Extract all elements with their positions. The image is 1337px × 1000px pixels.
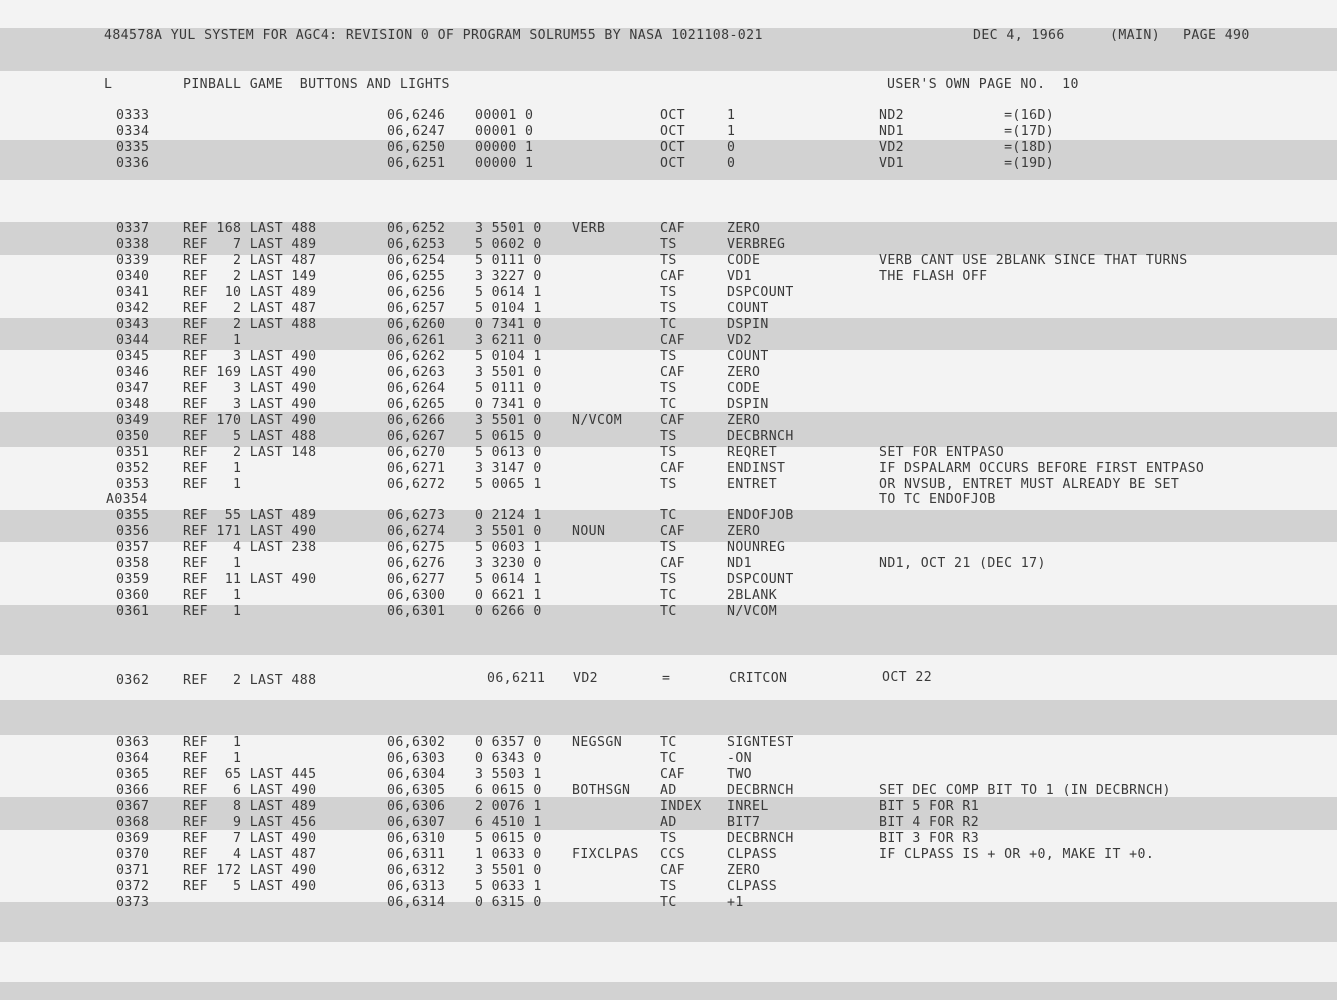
line-operand: CODE xyxy=(727,252,761,268)
line-address: 06,6276 xyxy=(387,556,446,572)
line-operand: 1 xyxy=(727,108,736,123)
line-operand: VD2 xyxy=(727,332,753,348)
line-opcode: CAF xyxy=(660,767,686,782)
line-operand: TWO xyxy=(727,767,753,782)
line-code: 0 6266 0 xyxy=(475,604,542,620)
line-opcode: TS xyxy=(660,428,677,444)
line-operand: ENDOFJOB xyxy=(727,508,794,524)
line-code: 3 5503 1 xyxy=(475,767,542,782)
line-code: 00001 0 xyxy=(475,108,534,123)
line-seq: 0369 xyxy=(116,831,150,846)
line-code: 0 7341 0 xyxy=(475,396,542,412)
line-code: 2 0076 1 xyxy=(475,799,542,814)
line-operand: REQRET xyxy=(727,444,778,460)
line-seq: 0345 xyxy=(116,348,150,364)
line-address: 06,6246 xyxy=(387,108,446,123)
line-label: BOTHSGN xyxy=(572,783,631,798)
line-ref: REF 7 LAST 489 xyxy=(183,236,317,252)
line-operand: VD1 xyxy=(727,268,753,284)
line-opcode: CAF xyxy=(660,268,686,284)
line-code: 3 5501 0 xyxy=(475,364,542,380)
line-address: 06,6255 xyxy=(387,268,446,284)
line-seq: A0354 xyxy=(106,492,148,508)
line-code: 00000 1 xyxy=(475,140,534,155)
line-ref: REF 10 LAST 489 xyxy=(183,284,317,300)
line-seq: 0342 xyxy=(116,300,150,316)
line-ref: REF 170 LAST 490 xyxy=(183,412,317,428)
line-opcode: TS xyxy=(660,348,677,364)
line-seq: 0362 xyxy=(116,673,150,688)
paper-band xyxy=(0,700,1337,735)
line-address: 06,6253 xyxy=(387,236,446,252)
line-address: 06,6273 xyxy=(387,508,446,524)
line-opcode: OCT xyxy=(660,140,686,155)
listing-date: DEC 4, 1966 xyxy=(973,28,1065,43)
line-opcode: TS xyxy=(660,879,677,894)
line-label: NOUN xyxy=(572,524,606,540)
line-address: 06,6307 xyxy=(387,815,446,830)
line-opcode: CAF xyxy=(660,863,686,878)
line-comment: SET FOR ENTPASO xyxy=(879,444,1005,460)
line-address: 06,6301 xyxy=(387,604,446,620)
line-address: 06,6261 xyxy=(387,332,446,348)
line-opcode: TS xyxy=(660,284,677,300)
line-ref: REF 3 LAST 490 xyxy=(183,396,317,412)
line-operand: SIGNTEST xyxy=(727,735,794,750)
line-ref: REF 168 LAST 488 xyxy=(183,221,317,236)
subheader-user-page: USER'S OWN PAGE NO. 10 xyxy=(887,77,1079,92)
line-address: 06,6313 xyxy=(387,879,446,894)
line-opcode: TS xyxy=(660,380,677,396)
line-opcode: OCT xyxy=(660,124,686,139)
line-seq: 0353 xyxy=(116,476,150,492)
line-code: 0 6621 1 xyxy=(475,588,542,604)
line-operand: VERBREG xyxy=(727,236,786,252)
line-seq: 0355 xyxy=(116,508,150,524)
line-seq: 0337 xyxy=(116,221,150,236)
line-opcode: AD xyxy=(660,815,677,830)
line-seq: 0370 xyxy=(116,847,150,862)
line-seq: 0347 xyxy=(116,380,150,396)
line-operand: CRITCON xyxy=(729,671,788,686)
line-code: 5 0104 1 xyxy=(475,300,542,316)
line-comment: VERB CANT USE 2BLANK SINCE THAT TURNS xyxy=(879,252,1188,268)
line-opcode: CAF xyxy=(660,524,686,540)
line-operand: ZERO xyxy=(727,863,761,878)
line-code: 1 0633 0 xyxy=(475,847,542,862)
line-operand: +1 xyxy=(727,895,744,910)
line-seq: 0363 xyxy=(116,735,150,750)
line-opcode: TC xyxy=(660,751,677,766)
line-operand: BIT7 xyxy=(727,815,761,830)
line-operand: NOUNREG xyxy=(727,540,786,556)
line-address: 06,6264 xyxy=(387,380,446,396)
line-ref: REF 1 xyxy=(183,588,242,604)
line-code: 3 5501 0 xyxy=(475,863,542,878)
line-seq: 0372 xyxy=(116,879,150,894)
line-address: 06,6271 xyxy=(387,460,446,476)
line-ref: REF 2 LAST 487 xyxy=(183,252,317,268)
line-code: 3 3230 0 xyxy=(475,556,542,572)
line-opcode: INDEX xyxy=(660,799,702,814)
line-seq: 0371 xyxy=(116,863,150,878)
line-opcode: CAF xyxy=(660,364,686,380)
line-ref: REF 2 LAST 488 xyxy=(183,316,317,332)
line-seq: 0341 xyxy=(116,284,150,300)
line-address: 06,6257 xyxy=(387,300,446,316)
line-ref: REF 11 LAST 490 xyxy=(183,572,317,588)
line-label: VD2 xyxy=(573,671,599,686)
line-code: 5 0104 1 xyxy=(475,348,542,364)
line-address: 06,6304 xyxy=(387,767,446,782)
line-code: 6 0615 0 xyxy=(475,783,542,798)
subheader-title: PINBALL GAME BUTTONS AND LIGHTS xyxy=(183,77,450,92)
line-opcode: OCT xyxy=(660,156,686,171)
line-ref: REF 172 LAST 490 xyxy=(183,863,317,878)
line-comment: BIT 4 FOR R2 xyxy=(879,815,980,830)
line-opcode: TS xyxy=(660,540,677,556)
line-operand: DECBRNCH xyxy=(727,783,794,798)
line-operand: DSPCOUNT xyxy=(727,284,794,300)
line-opcode: TS xyxy=(660,572,677,588)
line-opcode: AD xyxy=(660,783,677,798)
line-opcode: TS xyxy=(660,300,677,316)
line-ref: REF 2 LAST 148 xyxy=(183,444,317,460)
line-address: 06,6247 xyxy=(387,124,446,139)
line-opcode: TS xyxy=(660,252,677,268)
line-comment: IF CLPASS IS + OR +0, MAKE IT +0. xyxy=(879,847,1155,862)
line-operand: COUNT xyxy=(727,300,769,316)
line-address: 06,6267 xyxy=(387,428,446,444)
line-operand: CODE xyxy=(727,380,761,396)
line-ref: REF 1 xyxy=(183,332,242,348)
line-ref: REF 4 LAST 487 xyxy=(183,847,317,862)
line-code: 5 0615 0 xyxy=(475,831,542,846)
line-code: 3 5501 0 xyxy=(475,221,542,236)
line-address: 06,6314 xyxy=(387,895,446,910)
line-address: 06,6262 xyxy=(387,348,446,364)
line-seq: 0357 xyxy=(116,540,150,556)
line-ref: REF 1 xyxy=(183,460,242,476)
subheader-marker: L xyxy=(104,77,113,92)
line-operand: ND1 xyxy=(727,556,753,572)
line-code: 5 0065 1 xyxy=(475,476,542,492)
line-opcode: TS xyxy=(660,831,677,846)
line-seq: 0349 xyxy=(116,412,150,428)
line-opcode: TS xyxy=(660,476,677,492)
line-address: 06,6270 xyxy=(387,444,446,460)
line-operand: 0 xyxy=(727,156,736,171)
line-address: 06,6303 xyxy=(387,751,446,766)
line-opcode: TC xyxy=(660,895,677,910)
line-comment: OR NVSUB, ENTRET MUST ALREADY BE SET xyxy=(879,476,1180,492)
line-address: 06,6260 xyxy=(387,316,446,332)
line-label: FIXCLPAS xyxy=(572,847,639,862)
line-seq: 0348 xyxy=(116,396,150,412)
line-code: 3 6211 0 xyxy=(475,332,542,348)
line-seq: 0333 xyxy=(116,108,150,123)
line-operand: DSPIN xyxy=(727,316,769,332)
line-opcode: CAF xyxy=(660,221,686,236)
line-opcode: = xyxy=(662,671,671,686)
line-seq: 0364 xyxy=(116,751,150,766)
line-comment: VD2 =(18D) xyxy=(879,140,1055,155)
line-operand: ZERO xyxy=(727,221,761,236)
line-operand: DECBRNCH xyxy=(727,428,794,444)
line-code: 5 0614 1 xyxy=(475,572,542,588)
line-code: 00001 0 xyxy=(475,124,534,139)
line-seq: 0365 xyxy=(116,767,150,782)
line-ref: REF 5 LAST 490 xyxy=(183,879,317,894)
line-opcode: CAF xyxy=(660,460,686,476)
line-address: 06,6274 xyxy=(387,524,446,540)
line-operand: COUNT xyxy=(727,348,769,364)
line-code: 0 6357 0 xyxy=(475,735,542,750)
line-code: 5 0615 0 xyxy=(475,428,542,444)
line-code: 0 2124 1 xyxy=(475,508,542,524)
line-comment: VD1 =(19D) xyxy=(879,156,1055,171)
line-comment: BIT 5 FOR R1 xyxy=(879,799,980,814)
line-address: 06,6254 xyxy=(387,252,446,268)
line-operand: ZERO xyxy=(727,364,761,380)
line-address: 06,6277 xyxy=(387,572,446,588)
line-code: 5 0633 1 xyxy=(475,879,542,894)
line-seq: 0367 xyxy=(116,799,150,814)
line-comment: IF DSPALARM OCCURS BEFORE FIRST ENTPASO xyxy=(879,460,1205,476)
line-ref: REF 3 LAST 490 xyxy=(183,348,317,364)
line-comment: ND1, OCT 21 (DEC 17) xyxy=(879,556,1046,572)
line-seq: 0338 xyxy=(116,236,150,252)
line-address: 06,6306 xyxy=(387,799,446,814)
line-code: 0 6315 0 xyxy=(475,895,542,910)
line-seq: 0359 xyxy=(116,572,150,588)
line-opcode: OCT xyxy=(660,108,686,123)
line-operand: ZERO xyxy=(727,524,761,540)
line-ref: REF 1 xyxy=(183,476,242,492)
line-operand: ZERO xyxy=(727,412,761,428)
line-address: 06,6275 xyxy=(387,540,446,556)
listing-section: (MAIN) xyxy=(1110,28,1161,43)
line-seq: 0360 xyxy=(116,588,150,604)
line-operand: CLPASS xyxy=(727,879,778,894)
line-code: 3 3147 0 xyxy=(475,460,542,476)
line-code: 5 0111 0 xyxy=(475,252,542,268)
line-comment: THE FLASH OFF xyxy=(879,268,988,284)
listing-page-number: PAGE 490 xyxy=(1183,28,1250,43)
line-operand: 2BLANK xyxy=(727,588,778,604)
line-code: 00000 1 xyxy=(475,156,534,171)
line-ref: REF 3 LAST 490 xyxy=(183,380,317,396)
line-seq: 0339 xyxy=(116,252,150,268)
line-code: 5 0614 1 xyxy=(475,284,542,300)
line-seq: 0351 xyxy=(116,444,150,460)
line-label: VERB xyxy=(572,221,606,236)
line-address: 06,6266 xyxy=(387,412,446,428)
line-opcode: TC xyxy=(660,508,677,524)
line-code: 5 0613 0 xyxy=(475,444,542,460)
line-address: 06,6256 xyxy=(387,284,446,300)
line-code: 5 0603 1 xyxy=(475,540,542,556)
line-seq: 0335 xyxy=(116,140,150,155)
line-address: 06,6250 xyxy=(387,140,446,155)
line-code: 0 7341 0 xyxy=(475,316,542,332)
line-opcode: TC xyxy=(660,316,677,332)
paper-band xyxy=(0,982,1337,1000)
line-seq: 0368 xyxy=(116,815,150,830)
line-seq: 0358 xyxy=(116,556,150,572)
line-address: 06,6310 xyxy=(387,831,446,846)
line-opcode: CAF xyxy=(660,412,686,428)
line-seq: 0373 xyxy=(116,895,150,910)
line-opcode: TS xyxy=(660,236,677,252)
line-operand: N/VCOM xyxy=(727,604,778,620)
line-opcode: TC xyxy=(660,604,677,620)
line-address: 06,6311 xyxy=(387,847,446,862)
line-address: 06,6272 xyxy=(387,476,446,492)
line-address: 06,6312 xyxy=(387,863,446,878)
line-seq: 0346 xyxy=(116,364,150,380)
line-comment: OCT 22 xyxy=(882,670,933,685)
line-seq: 0334 xyxy=(116,124,150,139)
line-address: 06,6252 xyxy=(387,221,446,236)
line-opcode: TC xyxy=(660,588,677,604)
line-label: NEGSGN xyxy=(572,735,623,750)
line-address: 06,6300 xyxy=(387,588,446,604)
line-ref: REF 169 LAST 490 xyxy=(183,364,317,380)
line-address: 06,6305 xyxy=(387,783,446,798)
line-operand: INREL xyxy=(727,799,769,814)
line-ref: REF 2 LAST 487 xyxy=(183,300,317,316)
line-ref: REF 1 xyxy=(183,604,242,620)
listing-title: 484578A YUL SYSTEM FOR AGC4: REVISION 0 OF PROGRAM SOLRUM55 BY NASA 1021108-021 xyxy=(104,28,763,43)
line-seq: 0356 xyxy=(116,524,150,540)
line-code: 3 5501 0 xyxy=(475,412,542,428)
line-code: 3 5501 0 xyxy=(475,524,542,540)
line-operand: 0 xyxy=(727,140,736,155)
line-opcode: TC xyxy=(660,735,677,750)
line-comment: ND1 =(17D) xyxy=(879,124,1055,139)
line-opcode: CAF xyxy=(660,556,686,572)
line-opcode: TC xyxy=(660,396,677,412)
line-comment: ND2 =(16D) xyxy=(879,108,1055,123)
line-operand: CLPASS xyxy=(727,847,778,862)
line-operand: DSPIN xyxy=(727,396,769,412)
line-ref: REF 1 xyxy=(183,751,242,766)
line-address: 06,6211 xyxy=(487,671,546,686)
line-ref: REF 6 LAST 490 xyxy=(183,783,317,798)
line-label: N/VCOM xyxy=(572,412,623,428)
line-opcode: CAF xyxy=(660,332,686,348)
line-ref: REF 65 LAST 445 xyxy=(183,767,317,782)
line-operand: ENTRET xyxy=(727,476,778,492)
line-seq: 0352 xyxy=(116,460,150,476)
line-opcode: TS xyxy=(660,444,677,460)
line-seq: 0344 xyxy=(116,332,150,348)
line-seq: 0340 xyxy=(116,268,150,284)
line-ref: REF 1 xyxy=(183,556,242,572)
line-ref: REF 1 xyxy=(183,735,242,750)
line-operand: ENDINST xyxy=(727,460,786,476)
line-ref: REF 4 LAST 238 xyxy=(183,540,317,556)
line-code: 3 3227 0 xyxy=(475,268,542,284)
line-address: 06,6302 xyxy=(387,735,446,750)
line-seq: 0336 xyxy=(116,156,150,171)
line-address: 06,6265 xyxy=(387,396,446,412)
line-address: 06,6263 xyxy=(387,364,446,380)
line-seq: 0350 xyxy=(116,428,150,444)
line-seq: 0366 xyxy=(116,783,150,798)
line-operand: DECBRNCH xyxy=(727,831,794,846)
line-ref: REF 171 LAST 490 xyxy=(183,524,317,540)
line-ref: REF 55 LAST 489 xyxy=(183,508,317,524)
line-code: 0 6343 0 xyxy=(475,751,542,766)
line-ref: REF 2 LAST 488 xyxy=(183,673,317,688)
line-seq: 0361 xyxy=(116,604,150,620)
line-seq: 0343 xyxy=(116,316,150,332)
line-comment: BIT 3 FOR R3 xyxy=(879,831,980,846)
line-comment: SET DEC COMP BIT TO 1 (IN DECBRNCH) xyxy=(879,783,1171,798)
line-address: 06,6251 xyxy=(387,156,446,171)
line-code: 5 0602 0 xyxy=(475,236,542,252)
line-opcode: CCS xyxy=(660,847,686,862)
line-ref: REF 2 LAST 149 xyxy=(183,268,317,284)
line-ref: REF 5 LAST 488 xyxy=(183,428,317,444)
line-operand: DSPCOUNT xyxy=(727,572,794,588)
line-code: 6 4510 1 xyxy=(475,815,542,830)
line-operand: -ON xyxy=(727,751,753,766)
line-operand: 1 xyxy=(727,124,736,139)
line-comment: TO TC ENDOFJOB xyxy=(879,492,996,508)
line-ref: REF 9 LAST 456 xyxy=(183,815,317,830)
line-ref: REF 7 LAST 490 xyxy=(183,831,317,846)
line-ref: REF 8 LAST 489 xyxy=(183,799,317,814)
line-code: 5 0111 0 xyxy=(475,380,542,396)
